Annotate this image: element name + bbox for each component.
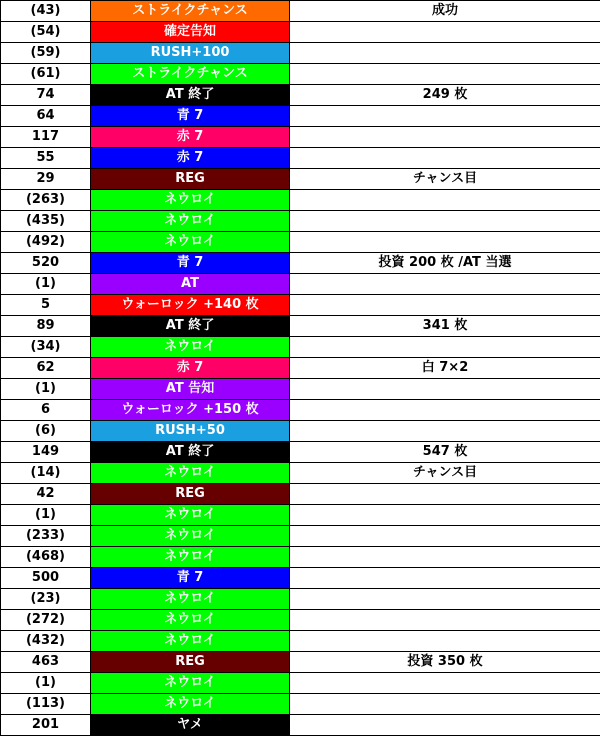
event-cell: ネウロイ	[91, 232, 290, 253]
event-cell: AT 告知	[91, 379, 290, 400]
table-row	[1, 379, 600, 400]
table-row	[1, 463, 600, 484]
game-count-cell: 463	[1, 652, 91, 673]
game-count-cell: 500	[1, 568, 91, 589]
game-count-cell: 89	[1, 316, 91, 337]
note-cell	[290, 694, 600, 715]
note-cell	[290, 715, 600, 736]
game-count-cell: (263)	[1, 190, 91, 211]
game-count-cell: (34)	[1, 337, 91, 358]
note-cell: 341 枚	[290, 316, 600, 337]
game-count-cell: (113)	[1, 694, 91, 715]
note-cell	[290, 526, 600, 547]
note-cell: 白 7×2	[290, 358, 600, 379]
table-row	[1, 484, 600, 505]
game-count-cell: (1)	[1, 379, 91, 400]
game-count-cell: (43)	[1, 1, 91, 22]
note-cell	[290, 22, 600, 43]
note-cell	[290, 232, 600, 253]
note-cell	[290, 274, 600, 295]
game-count-cell: 64	[1, 106, 91, 127]
event-cell: AT 終了	[91, 85, 290, 106]
table-row	[1, 1, 600, 22]
event-cell: ネウロイ	[91, 190, 290, 211]
note-cell	[290, 484, 600, 505]
note-cell	[290, 190, 600, 211]
table-row	[1, 400, 600, 421]
game-count-cell: (54)	[1, 22, 91, 43]
table-row	[1, 316, 600, 337]
event-cell: ネウロイ	[91, 589, 290, 610]
table-row	[1, 673, 600, 694]
event-cell: RUSH+50	[91, 421, 290, 442]
game-count-cell: 520	[1, 253, 91, 274]
note-cell	[290, 337, 600, 358]
note-cell: 投資 200 枚 /AT 当選	[290, 253, 600, 274]
event-cell: ヤメ	[91, 715, 290, 736]
event-cell: ネウロイ	[91, 673, 290, 694]
table-row	[1, 337, 600, 358]
table-row	[1, 631, 600, 652]
event-cell: 赤 7	[91, 148, 290, 169]
game-count-cell: (6)	[1, 421, 91, 442]
table-row	[1, 358, 600, 379]
game-count-cell: (1)	[1, 673, 91, 694]
game-count-cell: (233)	[1, 526, 91, 547]
game-count-cell: (1)	[1, 274, 91, 295]
note-cell	[290, 610, 600, 631]
note-cell	[290, 295, 600, 316]
event-cell: ネウロイ	[91, 211, 290, 232]
table-row	[1, 85, 600, 106]
table-row	[1, 169, 600, 190]
table-row	[1, 589, 600, 610]
table-row	[1, 190, 600, 211]
event-cell: 赤 7	[91, 358, 290, 379]
game-count-cell: 74	[1, 85, 91, 106]
event-cell: ウォーロック +150 枚	[91, 400, 290, 421]
game-count-cell: 29	[1, 169, 91, 190]
game-count-cell: (14)	[1, 463, 91, 484]
note-cell: チャンス目	[290, 169, 600, 190]
game-count-cell: (59)	[1, 43, 91, 64]
note-cell	[290, 589, 600, 610]
table-row	[1, 505, 600, 526]
note-cell	[290, 43, 600, 64]
table-row	[1, 253, 600, 274]
game-count-cell: 62	[1, 358, 91, 379]
game-count-cell: 149	[1, 442, 91, 463]
event-cell: REG	[91, 484, 290, 505]
game-count-cell: (435)	[1, 211, 91, 232]
game-count-cell: (23)	[1, 589, 91, 610]
event-cell: ストライクチャンス	[91, 64, 290, 85]
note-cell: 成功	[290, 1, 600, 22]
note-cell	[290, 127, 600, 148]
table-row	[1, 211, 600, 232]
event-cell: RUSH+100	[91, 43, 290, 64]
event-cell: ストライクチャンス	[91, 1, 290, 22]
game-count-cell: 42	[1, 484, 91, 505]
event-cell: 青 7	[91, 253, 290, 274]
event-cell: 青 7	[91, 106, 290, 127]
table-row	[1, 127, 600, 148]
note-cell: 投資 350 枚	[290, 652, 600, 673]
game-count-cell: 6	[1, 400, 91, 421]
game-count-cell: 5	[1, 295, 91, 316]
event-cell: AT 終了	[91, 442, 290, 463]
note-cell	[290, 106, 600, 127]
note-cell	[290, 421, 600, 442]
table-row	[1, 295, 600, 316]
event-cell: ウォーロック +140 枚	[91, 295, 290, 316]
table-row	[1, 232, 600, 253]
table-row	[1, 652, 600, 673]
game-count-cell: (432)	[1, 631, 91, 652]
note-cell	[290, 631, 600, 652]
event-cell: AT	[91, 274, 290, 295]
note-cell	[290, 211, 600, 232]
event-cell: AT 終了	[91, 316, 290, 337]
event-cell: 確定告知	[91, 22, 290, 43]
table-row	[1, 568, 600, 589]
event-cell: 青 7	[91, 568, 290, 589]
note-cell	[290, 400, 600, 421]
note-cell: チャンス目	[290, 463, 600, 484]
table-row	[1, 106, 600, 127]
event-cell: ネウロイ	[91, 547, 290, 568]
note-cell	[290, 505, 600, 526]
game-count-cell: 117	[1, 127, 91, 148]
event-cell: ネウロイ	[91, 505, 290, 526]
table-row	[1, 526, 600, 547]
game-count-cell: (468)	[1, 547, 91, 568]
event-cell: ネウロイ	[91, 694, 290, 715]
event-cell: ネウロイ	[91, 526, 290, 547]
note-cell	[290, 547, 600, 568]
event-cell: ネウロイ	[91, 337, 290, 358]
game-count-cell: 55	[1, 148, 91, 169]
game-count-cell: (492)	[1, 232, 91, 253]
note-cell	[290, 568, 600, 589]
play-log-body	[1, 1, 600, 736]
table-row	[1, 610, 600, 631]
note-cell	[290, 64, 600, 85]
table-row	[1, 274, 600, 295]
note-cell	[290, 148, 600, 169]
table-row	[1, 148, 600, 169]
table-row	[1, 715, 600, 736]
note-cell: 249 枚	[290, 85, 600, 106]
note-cell: 547 枚	[290, 442, 600, 463]
table-row	[1, 421, 600, 442]
game-count-cell: (272)	[1, 610, 91, 631]
event-cell: ネウロイ	[91, 631, 290, 652]
game-count-cell: 201	[1, 715, 91, 736]
event-cell: ネウロイ	[91, 610, 290, 631]
table-row	[1, 64, 600, 85]
table-row	[1, 694, 600, 715]
table-row	[1, 442, 600, 463]
event-cell: 赤 7	[91, 127, 290, 148]
game-count-cell: (1)	[1, 505, 91, 526]
table-row	[1, 547, 600, 568]
event-cell: REG	[91, 652, 290, 673]
table-row	[1, 22, 600, 43]
note-cell	[290, 673, 600, 694]
table-row	[1, 43, 600, 64]
event-cell: REG	[91, 169, 290, 190]
event-cell: ネウロイ	[91, 463, 290, 484]
game-count-cell: (61)	[1, 64, 91, 85]
note-cell	[290, 379, 600, 400]
